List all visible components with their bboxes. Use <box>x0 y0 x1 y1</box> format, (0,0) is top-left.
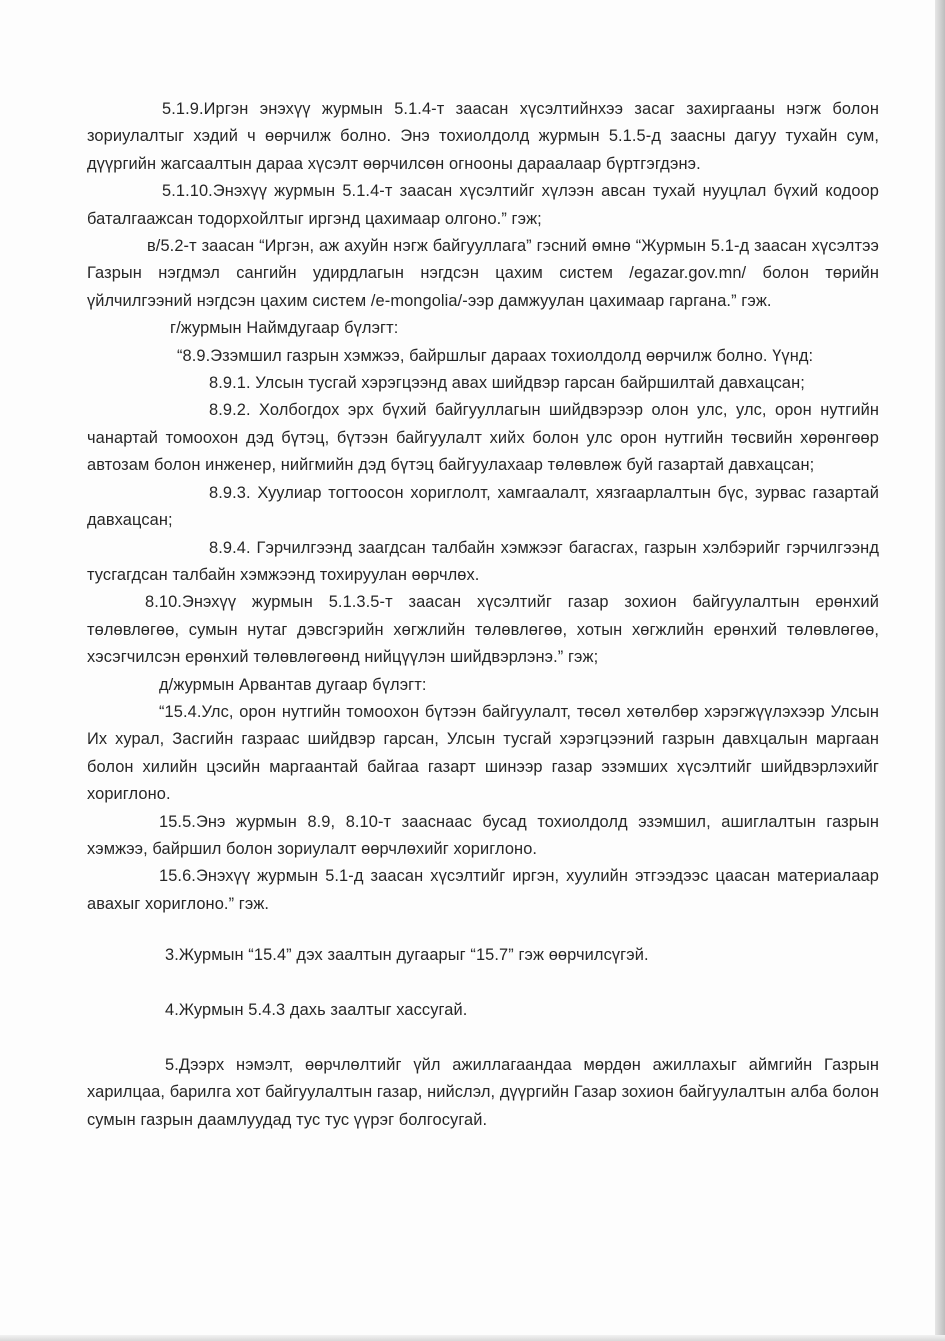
paragraph-8-9-1: 8.9.1. Улсын тусгай хэрэгцээнд авах шийдвэр гарсан байршилтай давхацсан; <box>209 374 805 393</box>
paragraph-article-4: 4.Журмын 5.4.3 дахь заалтыг хассугай. <box>165 1000 468 1019</box>
paragraph-8-9-2: 8.9.2. Холбогдох эрх бүхий байгууллагын шийдвэрээр олон улс, улс, орон нутгийн чанартай томоохон дэд бүтэц, бүтээн байгуулалт хийх болон улс орон нутгийн төсвийн хөрөнгөөр автозам болон инженер, нийгмийн дэд бүтэц байгуулахаар төлөвлөж буй газартай давхацсан; <box>87 401 879 475</box>
document-body <box>87 96 879 1134</box>
paragraph-item-d: д/журмын Арвантав дугаар бүлэгт: <box>159 675 427 694</box>
paragraph-8-9-3: 8.9.3. Хуулиар тогтоосон хориглолт, хамгаалалт, хязгаарлалтын бүс, зурвас газартай давхацсан; <box>87 483 879 530</box>
paragraph-8-9-4: 8.9.4. Гэрчилгээнд заагдсан талбайн хэмжээг багасгах, газрын хэлбэрийг гэрчилгээнд тусгагдсан талбайн хэмжээнд тохируулан өөрчлөх. <box>87 538 879 584</box>
paragraph-15-5: 15.5.Энэ журмын 8.9, 8.10-т зааснаас бусад тохиолдолд эзэмшил, ашиглалтын газрын хэмжээ, байршил болон зориулалт өөрчлөхийг хориглоно. <box>87 812 879 858</box>
paragraph-article-5: 5.Дээрх нэмэлт, өөрчлөлтийг үйл ажиллагаандаа мөрдөн ажиллахыг аймгийн Газрын харилцаа, барилга хот байгуулалтын газар, нийслэл, дүүргийн Газар зохион байгуулалтын алба болон сумын газрын даамлуудад тус тус үүрэг болгосугай. <box>87 1056 879 1129</box>
paragraph-15-6: 15.6.Энэхүү журмын 5.1-д заасан хүсэлтийг иргэн, хуулийн этгээдээс цаасан материалаар авахыг хориглоно.” гэж. <box>87 867 879 913</box>
paragraph-item-g: г/журмын Наймдугаар бүлэгт: <box>170 319 399 338</box>
paragraph-8-10: 8.10.Энэхүү журмын 5.1.3.5-т заасан хүсэлтийг газар зохион байгуулалтын ерөнхий төлөвлөгөө, сумын нутаг дэвсгэрийн хөгжлийн төлөвлөгөө, хотын хөгжлийн ерөнхий төлөвлөгөө, хэсэгчилсэн ерөнхий төлөвлөгөөнд нийцүүлэн шийдвэрлэнэ.” гэж; <box>87 593 879 667</box>
scan-edge-bottom <box>0 1335 945 1341</box>
paragraph-item-v: в/5.2-т заасан “Иргэн, аж ахуйн нэгж байгууллага” гэсний өмнө “Журмын 5.1-д заасан хүсэлтээ Газрын нэгдмэл сангийн удирдлагын нэгдсэн цахим систем /egazar.gov.mn/ болон төрийн үйлчилгээний нэгдсэн цахим систем /e-mongolia/-ээр дамжуулан цахимаар гаргана.” гэж. <box>87 237 879 310</box>
scan-edge-right <box>935 0 945 1341</box>
paragraph-article-3: 3.Журмын “15.4” дэх заалтын дугаарыг “15.7” гэж өөрчилсүгэй. <box>165 946 649 965</box>
paragraph-15-4: “15.4.Улс, орон нутгийн томоохон бүтээн байгуулалт, төсөл хөтөлбөр хэрэгжүүлэхээр Улсын Их хурал, Засгийн газраас шийдвэр гарсан, Улсын тусгай хэрэгцээний газрын давхцалын маргаан болон хилийн цэсийн маргаантай байгаа газарт шинээр газар эзэмших хүсэлтийг шийдвэрлэхийг хориглоно. <box>87 702 879 804</box>
paragraph-5-1-10: 5.1.10.Энэхүү журмын 5.1.4-т заасан хүсэлтийг хүлээн авсан тухай нууцлал бүхий кодоор баталгаажсан тодорхойлтыг иргэнд цахимаар олгоно.” гэж; <box>87 182 879 228</box>
paragraph-8-9: “8.9.Эзэмшил газрын хэмжээ, байршлыг дараах тохиолдолд өөрчилж болно. Үүнд: <box>177 346 814 365</box>
paragraph-5-1-9: 5.1.9.Иргэн энэхүү журмын 5.1.4-т заасан хүсэлтийнхээ засаг захиргааны нэгж болон зориулалтыг хэдий ч өөрчилж болно. Энэ тохиолдолд журмын 5.1.5-д заасны дагуу тухайн сум, дүүргийн жагсаалтын дараа хүсэлт өөрчилсөн огнооны дараалаар бүртгэгдэнэ. <box>87 100 879 173</box>
